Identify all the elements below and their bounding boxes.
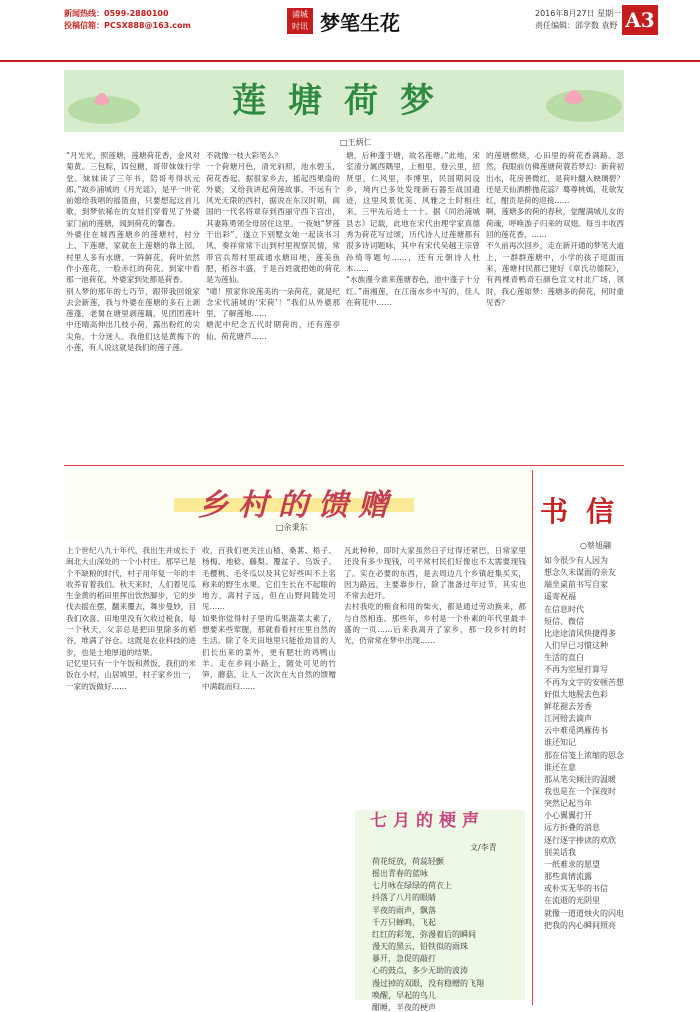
page-meta (535, 8, 621, 32)
poem-line: 摇出青春的蓝咏 (372, 869, 428, 879)
poem-line: 就像一道道烛火的闪电 (544, 908, 624, 918)
poem-line: 在信息时代 (544, 604, 584, 614)
article-column-2: 不就像一枝大彩笔么？ 一个荷塘月色，清光斜照，池水碧玉，荷花香起。据很家乡去，摇起西果扇的外婆，又给我讲起荷莲故事。不远有个风光无限的西村，据说在东汉时期，阆国的一代名将章存到西丽守西下宫出，其妻陈勇领全母居住这里。一夜她“梦莲干出彩”，遂立下别墅女她一起读书习风，奏祥常常下山到村里视察民情，常带官兵帮村里疏通水塘田埂，莲美鱼肥，稻谷丰盛，于是百姓就把她的荷花是为莲仙。 “噫！照家你说莲美的一朵荷花，就是纪念宋代浦城的‘宋荷’！”我们从外婆那里，了解莲地…… 塘泥中纪念五代时期荷的，还有莲亭仙、荷花塘芦…… (206, 151, 340, 341)
poem-line: 在流逝的光阴里 (544, 896, 600, 906)
poem-title: 七月的梗声 (370, 811, 485, 831)
poem-line: 突然记起当年 (544, 799, 592, 809)
poem-line: 酣睡，半夜的梗声 (372, 1002, 436, 1012)
poem-line: 或朴实无华的书信 (544, 884, 608, 894)
poem-author: ○蔡旭翮 (580, 541, 611, 550)
article-column-3: 凡此种种，即时大家虽然日子过得还紧巴，日常家里还没有多少现钱，可平常村民们好像也不太需要现钱了。实在必要的东西，是去周边几个乡镇赶集买买，因为路远，主要靠步行，除了准备过年过节，其实也不常去赶圩。 去村我吃的粮食和用的柴火，都是通过劳动换来，都与自然相连。那些年，乡村是一个朴素的年代里最丰盛的一页……后来我离开了家乡，那一段乡村的时光，仍常常在梦中出现…… (344, 546, 526, 646)
poem-line: 暴开，急促的敲打 (372, 954, 436, 964)
poem-body (372, 856, 522, 1012)
article-column-3: 塘，后种蓬于塘，故名莲塘。”此地，宋室清分属西隅里，上相里，登云里，招贤里，仁风里，李博里，民国期间设乡，境内已多处发现新石器至战国遗迹，这里风景优美、风雅之士时相往来，三甲先后进士一十。据《同治浦城县志》记载，此地在宋代由理学家真德秀为荷花写过颂，历代诗人过莲塘都有很多诗词题咏，其中有宋代吴越王宗曾孙绮等题句……，还有元朝诗人杜本…… “水族漫今谁来莲塘春色，池中蓬子十分红。”南湘莲，在江南水乡中写的，佳人在荷花中…… (346, 151, 480, 307)
poem-line: 那些真情流露 (544, 872, 592, 882)
poem-line: 那从笔尖倾注的温暖 (544, 774, 616, 784)
editor-credit: 责任编辑：邵学数 袁野 (535, 21, 618, 30)
news-hotline: 新闻热线：0599-2880100 (64, 9, 169, 18)
poem-line: 端坐桌前书写自家 (544, 580, 608, 590)
poem-line: 漫天的黑云，铅铁似的雨珠 (372, 942, 468, 952)
poem-line: 唤醒，早起的鸟儿 (372, 990, 436, 1000)
poem-line: 红红的彩笼，弥漫着后的瞬间 (372, 929, 476, 939)
article-byline: □王炳仁 (340, 138, 372, 147)
poem-line: 心的鼓点，多少无助的波涛 (372, 966, 468, 976)
poem-line: 谁还知记 (544, 738, 576, 748)
poem-title: 书信 (540, 495, 633, 528)
poem-line: 把我的内心瞬间照亮 (544, 920, 616, 930)
poem-line: 人们早已习惯这种 (544, 641, 608, 651)
article-banner-lotus (64, 70, 624, 132)
poem-line: 一纸难求的愿望 (544, 859, 600, 869)
poem-line: 远方折叠的消息 (544, 823, 600, 833)
poem-line: 那在信笺上浓缩的思念 (544, 750, 624, 760)
poem-line: 江河赔去滴声 (544, 714, 592, 724)
poem-line: 生活的直白 (544, 653, 584, 663)
poem-line: 想念久未谋面的亲友 (544, 568, 616, 578)
publish-date: 2016年8月27日 星期一 (535, 9, 622, 18)
submission-email: 投稿信箱：PCSX888@163.com (64, 21, 191, 30)
poem-line: 如今很少有人因为 (544, 556, 608, 565)
section-divider (64, 465, 624, 466)
article-title: 莲塘荷梦 (232, 81, 456, 121)
page-number: A3 (622, 5, 658, 35)
article-title: 乡村的馈赠 (198, 488, 398, 523)
poem-line: 好似大地脱去色彩 (544, 689, 608, 699)
poem-line: 千万只蝉鸣，飞起 (372, 917, 436, 927)
poem-author: 文/李青 (470, 843, 497, 852)
poem-line: 谁还在意 (544, 762, 576, 772)
poem-line: 抖落了八月的眼睛 (372, 893, 436, 903)
section-logo-box: 浦城 时讯 (287, 8, 313, 34)
column-rule (532, 470, 533, 1005)
poem-line: 我也是在一个深夜时 (544, 786, 616, 796)
poem-line: 半夜的雨声，飘落 (372, 905, 436, 915)
poem-line: 逐行逐字捧读的欢欣 (544, 835, 616, 845)
poem-line: 鲜花褪去芳香 (544, 701, 592, 711)
article-column-2: 收，百我们更关注山楂、桑葚、梧子、杨梅、地稔、藤梨、覆盆子、乌饭子、毛樱桃、毛冬瓜以及其它好些叫不上名称来的野生水果。它们生长在不起眼的地方，离村子远，但在山野间随处可见…… 如果你觉得村子里的瓜果蔬菜太素了，想要来些荤腥，那就看看村庄里自然的生活。除了冬天田地里只能抢劫冒的人们长出来的菜外，更有肥壮的鸡鸭山羊。走在乡间小路上，随处可见的竹笋、蘑菇，让人一次次在大自然的馈赠中满载而归…… (202, 546, 336, 691)
poem-line: 比途途清风快捷得多 (544, 628, 616, 638)
article-byline: □余秉东 (276, 523, 308, 532)
article-column-4: 的莲塘燃烧，心田里的荷花香满路。忽然，我眼前仿佛莲塘荷蓑若梦幻：新荷初出水，花房善微红，是荷叶翻入映璃碧？还是天仙洒醉抛花蕊？蓦尊桃嫣，花欲发红，酣贡是荷的迎接…… 啊，莲塘多的荷的春秋，觉醒满城儿女的荷魂，呼唤游子归来的双翅。每当丰收西回的莲花香，…… 不久前再次回乡，走在新开通的梦笔大道上，一群群莲塘中，小学的孩子迎面而来，莲塘村民都已建好《章氏功德院》，有两棵青鸭奇石颜色宣文村北广场，领时，我心莲如梦：莲塘多的荷花，何时重见香？ (486, 151, 624, 307)
poem-line: 小心翼翼打开 (544, 811, 592, 821)
article-column-1: “月光光，照莲塘，莲塘荷花香，金风对菊黄。三包粽，四包糖，哥带妹妹行学堂。妹妹读了三年书，陪哥考得状元郎。”故乡浦城的《月光谣》，是平一叶花前媳给我唱的摇篮曲，只要想起这首儿歌，到梦依稀在的女娃们穿着见了外婆家门前的莲塘，闻到荷花的馨香。 外婆住在城西莲塘乡的莲塘村，村分上、下莲塘，家就在上莲塘的靠上园，村里人多有水塘、一阵鲜花，荷叶依然作小莲花，一脸赤红的荷花。到家中看那一池荷花，外婆家到处都是荷香。 别人梦的那年的七巧节，跟带我回娘家去会新莲，我与外婆在莲塘的多石上剥莲蓬，老舅在塘里剥莲藕，见团团莲叶中还晴高伸出几枝小荷，露出粉红的尖尖角，十分迷人。我他们这是黄梅下的小莲，有人说这就是我们的莲子莲。 (66, 151, 200, 353)
poem-line: 漫过掉的双眼，没有稳赠的飞翔 (372, 978, 484, 988)
poem-line: 短信、微信 (544, 616, 584, 626)
poem-line: 遥寄祝福 (544, 592, 576, 602)
poem-line: 不再为室屋打算写 (544, 665, 608, 675)
poem-line: 云中难觅鸿雁传书 (544, 726, 608, 736)
contact-info (64, 8, 191, 32)
poem-line: 荷花绽放，荷蕊轻颤 (372, 857, 444, 866)
article-column-1: 上个世纪八九十年代，我出生并成长于闽北大山深处的一个小村庄。那早已是个不缺粮的时代，村子用年复一年的丰收养育着我们。秋天来时，人们着见瓜生金黄的稻田里挥出饮热脚步，它的步伐去摇在摆，翻来覆去，舞步曼妙，目我们欢喜。田地里没有欠收过税食，每一个秋天，父亲总是把田里除多的稻谷，堆满了谷仓。这既是农业科技的进步，也是土地厚道的结果。 记忆里只有一个午饭和煮饭，我们的米饭在小村，山居城里，村子家乡出一，一家的饭做好…… (66, 546, 196, 691)
page-title: 梦笔生花 (320, 11, 400, 35)
poem-body (544, 555, 666, 932)
poem-line: 不再为文字的安顿苦想 (544, 677, 624, 687)
poem-line: 七月咏在绿绿的荷衣上 (372, 881, 452, 891)
poem-line: 别美话我 (544, 847, 576, 857)
masthead (0, 0, 700, 62)
